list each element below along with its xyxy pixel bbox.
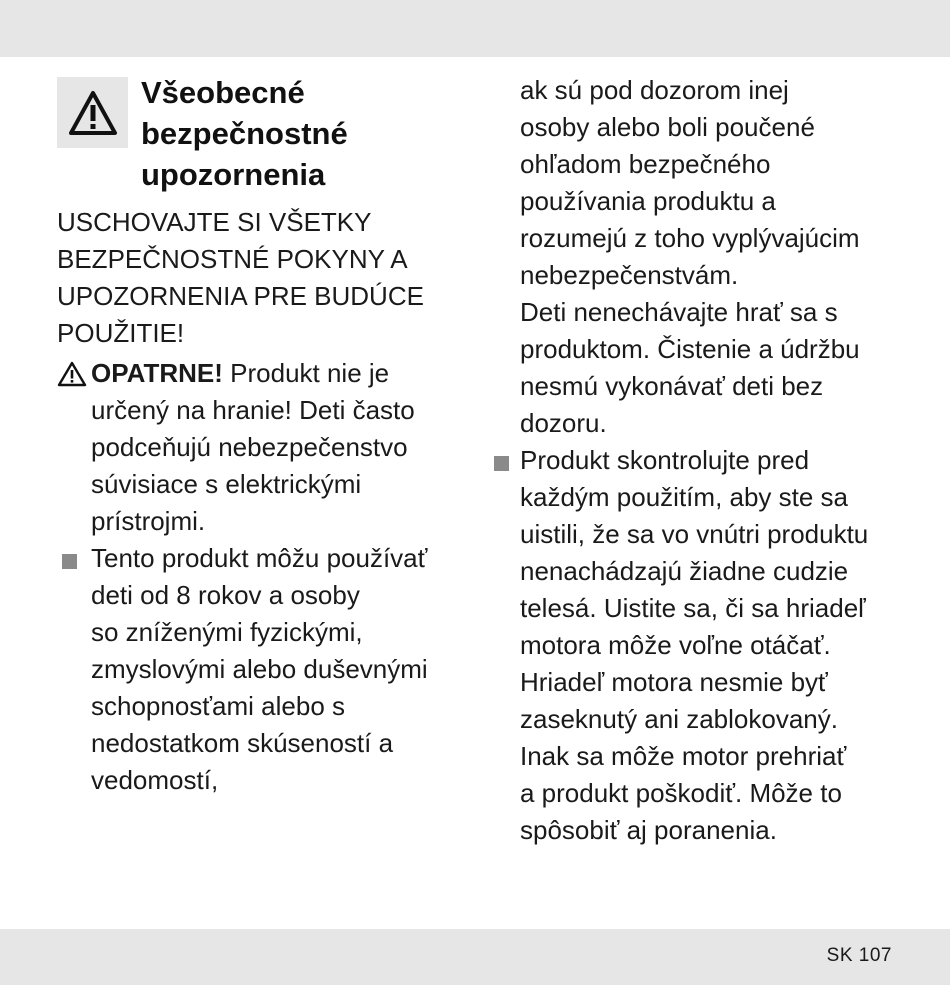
bullet-line: zmyslovými alebo duševnými	[91, 654, 428, 684]
bullet-line: zaseknutý ani zablokovaný.	[520, 704, 838, 734]
section-heading-block	[57, 72, 457, 204]
caution-line: podceňujú nebezpečenstvo	[91, 432, 408, 462]
caution-line: určený na hranie! Deti často	[91, 395, 415, 425]
square-bullet-icon	[494, 456, 509, 471]
bullet-line: produktom. Čistenie a údržbu	[520, 334, 860, 364]
bullet-line: ohľadom bezpečného	[520, 149, 771, 179]
bullet-line: každým použitím, aby ste sa	[520, 482, 849, 512]
bullet-line: deti od 8 rokov a osoby	[91, 580, 360, 610]
caution-label: OPATRNE!	[91, 358, 223, 388]
header-band	[0, 0, 950, 57]
bullet-line: ak sú pod dozorom inej	[520, 75, 789, 105]
bullet-line: nenachádzajú žiadne cudzie	[520, 556, 849, 586]
caps-line: UPOZORNENIA PRE BUDÚCE	[57, 281, 424, 311]
right-column	[491, 72, 911, 849]
title-line: bezpečnostné	[141, 116, 348, 151]
bullet-line: používania produktu a	[520, 186, 776, 216]
bullet-line: motora môže voľne otáčať.	[520, 630, 831, 660]
bullet-line: uistili, že sa vo vnútri produktu	[520, 519, 869, 549]
bullet-line: telesá. Uistite sa, či sa hriadeľ	[520, 593, 866, 623]
caps-notice	[57, 204, 457, 352]
list-item	[491, 442, 911, 849]
bullet-line: dozoru.	[520, 408, 607, 438]
caution-line: Produkt nie je	[222, 358, 390, 388]
title-line: upozornenia	[141, 157, 326, 192]
bullet-line: nedostatkom skúseností a	[91, 728, 394, 758]
warning-triangle-icon	[57, 77, 128, 148]
bullet-line: Produkt skontrolujte pred	[520, 445, 810, 475]
bullet-line: nebezpečenstvám.	[520, 260, 739, 290]
list-item-continuation	[491, 72, 911, 442]
caps-line: USCHOVAJTE SI VŠETKY	[57, 207, 372, 237]
caution-line: súvisiace s elektrickými	[91, 469, 362, 499]
bullet-line: so zníženými fyzickými,	[91, 617, 363, 647]
bullet-line: Deti nenechávajte hrať sa s	[520, 297, 838, 327]
square-bullet-icon	[62, 554, 77, 569]
caps-line: BEZPEČNOSTNÉ POKYNY A	[57, 244, 408, 274]
caution-line: prístrojmi.	[91, 506, 206, 536]
page-number: SK 107	[826, 945, 892, 966]
warning-triangle-icon	[57, 361, 87, 387]
bullet-line: osoby alebo boli poučené	[520, 112, 815, 142]
caution-paragraph	[57, 355, 457, 540]
caps-line: POUŽITIE!	[57, 318, 185, 348]
bullet-line: Inak sa môže motor prehriať	[520, 741, 847, 771]
left-column	[57, 72, 457, 799]
title-line: Všeobecné	[141, 75, 305, 110]
bullet-line: spôsobiť aj poranenia.	[520, 815, 777, 845]
bullet-line: a produkt poškodiť. Môže to	[520, 778, 842, 808]
bullet-line: Hriadeľ motora nesmie byť	[520, 667, 828, 697]
bullet-line: Tento produkt môžu používať	[91, 543, 428, 573]
section-title	[141, 72, 348, 195]
bullet-line: nesmú vykonávať deti bez	[520, 371, 824, 401]
bullet-line: rozumejú z toho vyplývajúcim	[520, 223, 860, 253]
footer-band	[0, 929, 950, 985]
list-item	[57, 540, 457, 799]
bullet-line: vedomostí,	[91, 765, 219, 795]
bullet-line: schopnosťami alebo s	[91, 691, 346, 721]
